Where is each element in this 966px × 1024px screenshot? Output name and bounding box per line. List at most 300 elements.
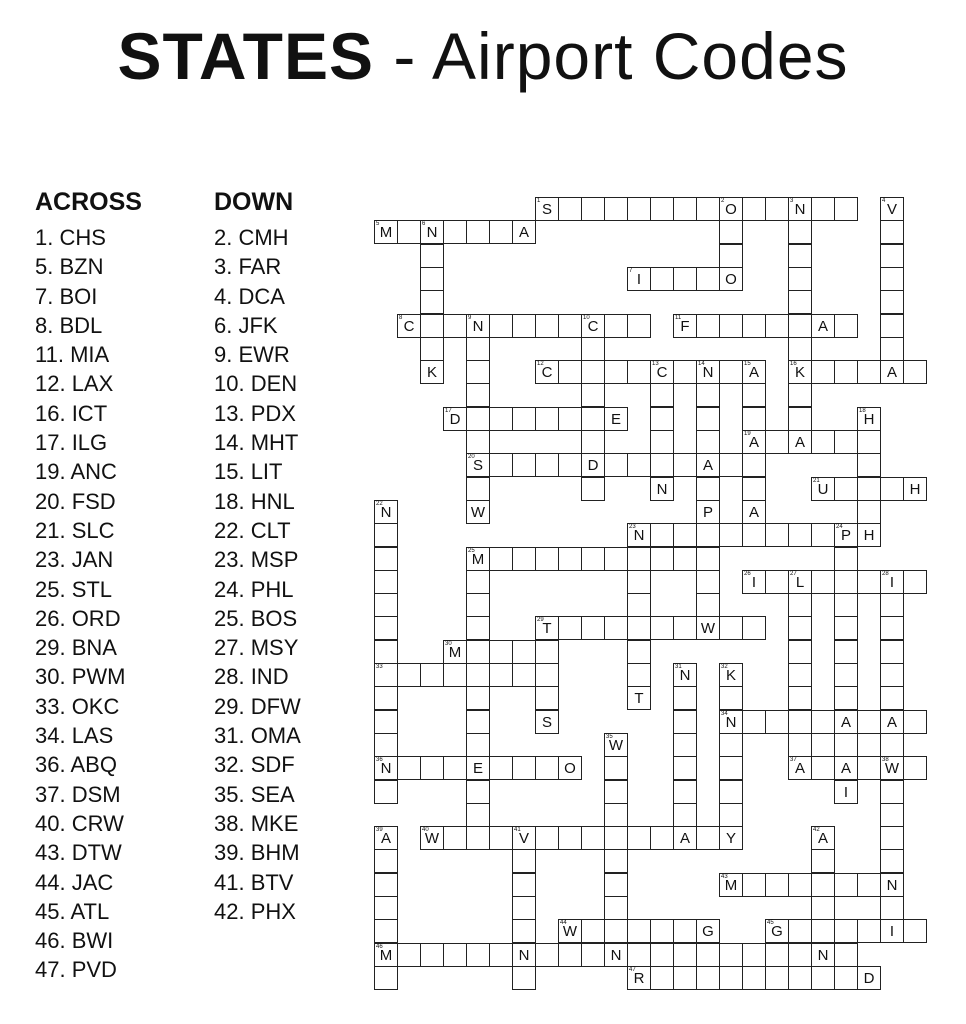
grid-cell[interactable] bbox=[788, 523, 812, 547]
grid-cell[interactable] bbox=[374, 826, 398, 850]
grid-cell[interactable] bbox=[834, 640, 858, 664]
grid-cell[interactable] bbox=[742, 943, 766, 967]
grid-cell[interactable] bbox=[420, 267, 444, 291]
grid-cell[interactable] bbox=[673, 710, 697, 734]
grid-cell[interactable] bbox=[512, 407, 536, 431]
grid-cell[interactable] bbox=[650, 477, 674, 501]
grid-cell[interactable] bbox=[535, 686, 559, 710]
grid-cell[interactable] bbox=[811, 873, 835, 897]
grid-cell[interactable] bbox=[765, 570, 789, 594]
grid-cell[interactable] bbox=[650, 919, 674, 943]
grid-cell[interactable] bbox=[696, 197, 720, 221]
grid-cell[interactable] bbox=[604, 896, 628, 920]
grid-cell[interactable] bbox=[420, 943, 444, 967]
grid-cell[interactable] bbox=[374, 593, 398, 617]
grid-cell[interactable] bbox=[604, 943, 628, 967]
grid-cell[interactable] bbox=[880, 686, 904, 710]
grid-cell[interactable] bbox=[374, 780, 398, 804]
grid-cell[interactable] bbox=[788, 267, 812, 291]
grid-cell[interactable] bbox=[650, 943, 674, 967]
grid-cell[interactable] bbox=[811, 849, 835, 873]
grid-cell[interactable] bbox=[857, 453, 881, 477]
grid-cell[interactable] bbox=[650, 407, 674, 431]
grid-cell[interactable] bbox=[374, 570, 398, 594]
grid-cell[interactable] bbox=[788, 570, 812, 594]
grid-cell[interactable] bbox=[857, 919, 881, 943]
grid-cell[interactable] bbox=[604, 453, 628, 477]
grid-cell[interactable] bbox=[857, 570, 881, 594]
grid-cell[interactable] bbox=[535, 663, 559, 687]
grid-cell[interactable] bbox=[719, 523, 743, 547]
grid-cell[interactable] bbox=[420, 290, 444, 314]
grid-cell[interactable] bbox=[627, 966, 651, 990]
grid-cell[interactable] bbox=[834, 710, 858, 734]
grid-cell[interactable] bbox=[765, 966, 789, 990]
grid-cell[interactable] bbox=[880, 710, 904, 734]
grid-cell[interactable] bbox=[765, 943, 789, 967]
grid-cell[interactable] bbox=[581, 943, 605, 967]
grid-cell[interactable] bbox=[834, 197, 858, 221]
grid-cell[interactable] bbox=[903, 919, 927, 943]
grid-cell[interactable] bbox=[788, 663, 812, 687]
grid-cell[interactable] bbox=[719, 733, 743, 757]
grid-cell[interactable] bbox=[466, 756, 490, 780]
grid-cell[interactable] bbox=[466, 803, 490, 827]
grid-cell[interactable] bbox=[765, 710, 789, 734]
grid-cell[interactable] bbox=[788, 244, 812, 268]
grid-cell[interactable] bbox=[788, 943, 812, 967]
grid-cell[interactable] bbox=[834, 756, 858, 780]
grid-cell[interactable] bbox=[627, 197, 651, 221]
grid-cell[interactable] bbox=[673, 803, 697, 827]
grid-cell[interactable] bbox=[719, 267, 743, 291]
grid-cell[interactable] bbox=[466, 407, 490, 431]
grid-cell[interactable] bbox=[696, 616, 720, 640]
grid-cell[interactable] bbox=[512, 826, 536, 850]
grid-cell[interactable] bbox=[466, 826, 490, 850]
grid-cell[interactable] bbox=[581, 547, 605, 571]
grid-cell[interactable] bbox=[719, 756, 743, 780]
grid-cell[interactable] bbox=[512, 873, 536, 897]
grid-cell[interactable] bbox=[627, 943, 651, 967]
grid-cell[interactable] bbox=[811, 570, 835, 594]
grid-cell[interactable] bbox=[673, 686, 697, 710]
grid-cell[interactable] bbox=[420, 663, 444, 687]
grid-cell[interactable] bbox=[374, 500, 398, 524]
grid-cell[interactable] bbox=[558, 919, 582, 943]
grid-cell[interactable] bbox=[742, 383, 766, 407]
grid-cell[interactable] bbox=[880, 197, 904, 221]
grid-cell[interactable] bbox=[857, 407, 881, 431]
grid-cell[interactable] bbox=[880, 337, 904, 361]
grid-cell[interactable] bbox=[880, 640, 904, 664]
grid-cell[interactable] bbox=[696, 500, 720, 524]
grid-cell[interactable] bbox=[489, 826, 513, 850]
grid-cell[interactable] bbox=[788, 640, 812, 664]
grid-cell[interactable] bbox=[420, 826, 444, 850]
grid-cell[interactable] bbox=[627, 593, 651, 617]
grid-cell[interactable] bbox=[650, 197, 674, 221]
grid-cell[interactable] bbox=[558, 943, 582, 967]
grid-cell[interactable] bbox=[880, 593, 904, 617]
grid-cell[interactable] bbox=[604, 733, 628, 757]
grid-cell[interactable] bbox=[719, 314, 743, 338]
grid-cell[interactable] bbox=[742, 570, 766, 594]
grid-cell[interactable] bbox=[834, 616, 858, 640]
grid-cell[interactable] bbox=[696, 523, 720, 547]
grid-cell[interactable] bbox=[581, 314, 605, 338]
grid-cell[interactable] bbox=[880, 849, 904, 873]
grid-cell[interactable] bbox=[466, 780, 490, 804]
grid-cell[interactable] bbox=[857, 500, 881, 524]
grid-cell[interactable] bbox=[834, 360, 858, 384]
grid-cell[interactable] bbox=[673, 616, 697, 640]
grid-cell[interactable] bbox=[788, 314, 812, 338]
grid-cell[interactable] bbox=[719, 943, 743, 967]
grid-cell[interactable] bbox=[903, 756, 927, 780]
grid-cell[interactable] bbox=[581, 197, 605, 221]
grid-cell[interactable] bbox=[581, 477, 605, 501]
grid-cell[interactable] bbox=[512, 547, 536, 571]
grid-cell[interactable] bbox=[466, 547, 490, 571]
grid-cell[interactable] bbox=[466, 616, 490, 640]
grid-cell[interactable] bbox=[489, 314, 513, 338]
grid-cell[interactable] bbox=[811, 523, 835, 547]
grid-cell[interactable] bbox=[788, 873, 812, 897]
grid-cell[interactable] bbox=[880, 290, 904, 314]
grid-cell[interactable] bbox=[535, 547, 559, 571]
grid-cell[interactable] bbox=[673, 780, 697, 804]
grid-cell[interactable] bbox=[696, 477, 720, 501]
grid-cell[interactable] bbox=[788, 593, 812, 617]
grid-cell[interactable] bbox=[650, 547, 674, 571]
grid-cell[interactable] bbox=[696, 360, 720, 384]
grid-cell[interactable] bbox=[558, 360, 582, 384]
grid-cell[interactable] bbox=[834, 873, 858, 897]
grid-cell[interactable] bbox=[719, 826, 743, 850]
grid-cell[interactable] bbox=[788, 733, 812, 757]
grid-cell[interactable] bbox=[719, 663, 743, 687]
grid-cell[interactable] bbox=[880, 477, 904, 501]
grid-cell[interactable] bbox=[742, 407, 766, 431]
grid-cell[interactable] bbox=[512, 663, 536, 687]
grid-cell[interactable] bbox=[857, 710, 881, 734]
grid-cell[interactable] bbox=[696, 593, 720, 617]
grid-cell[interactable] bbox=[374, 616, 398, 640]
grid-cell[interactable] bbox=[834, 430, 858, 454]
grid-cell[interactable] bbox=[466, 337, 490, 361]
grid-cell[interactable] bbox=[374, 919, 398, 943]
grid-cell[interactable] bbox=[788, 616, 812, 640]
grid-cell[interactable] bbox=[443, 663, 467, 687]
grid-cell[interactable] bbox=[489, 220, 513, 244]
grid-cell[interactable] bbox=[420, 220, 444, 244]
grid-cell[interactable] bbox=[742, 197, 766, 221]
grid-cell[interactable] bbox=[719, 780, 743, 804]
grid-cell[interactable] bbox=[857, 430, 881, 454]
grid-cell[interactable] bbox=[673, 547, 697, 571]
grid-cell[interactable] bbox=[834, 570, 858, 594]
grid-cell[interactable] bbox=[374, 733, 398, 757]
grid-cell[interactable] bbox=[650, 966, 674, 990]
grid-cell[interactable] bbox=[834, 686, 858, 710]
grid-cell[interactable] bbox=[627, 826, 651, 850]
grid-cell[interactable] bbox=[374, 896, 398, 920]
grid-cell[interactable] bbox=[765, 919, 789, 943]
grid-cell[interactable] bbox=[880, 873, 904, 897]
grid-cell[interactable] bbox=[719, 686, 743, 710]
grid-cell[interactable] bbox=[811, 966, 835, 990]
grid-cell[interactable] bbox=[834, 943, 858, 967]
grid-cell[interactable] bbox=[650, 523, 674, 547]
grid-cell[interactable] bbox=[535, 756, 559, 780]
grid-cell[interactable] bbox=[673, 314, 697, 338]
grid-cell[interactable] bbox=[788, 220, 812, 244]
grid-cell[interactable] bbox=[535, 640, 559, 664]
grid-cell[interactable] bbox=[466, 360, 490, 384]
grid-cell[interactable] bbox=[535, 943, 559, 967]
grid-cell[interactable] bbox=[742, 430, 766, 454]
grid-cell[interactable] bbox=[788, 430, 812, 454]
grid-cell[interactable] bbox=[834, 547, 858, 571]
grid-cell[interactable] bbox=[627, 453, 651, 477]
grid-cell[interactable] bbox=[903, 477, 927, 501]
grid-cell[interactable] bbox=[489, 407, 513, 431]
grid-cell[interactable] bbox=[673, 197, 697, 221]
grid-cell[interactable] bbox=[512, 453, 536, 477]
grid-cell[interactable] bbox=[466, 686, 490, 710]
grid-cell[interactable] bbox=[880, 896, 904, 920]
grid-cell[interactable] bbox=[512, 966, 536, 990]
grid-cell[interactable] bbox=[742, 477, 766, 501]
grid-cell[interactable] bbox=[788, 360, 812, 384]
grid-cell[interactable] bbox=[650, 616, 674, 640]
grid-cell[interactable] bbox=[673, 267, 697, 291]
grid-cell[interactable] bbox=[466, 570, 490, 594]
grid-cell[interactable] bbox=[650, 383, 674, 407]
grid-cell[interactable] bbox=[696, 943, 720, 967]
grid-cell[interactable] bbox=[811, 919, 835, 943]
grid-cell[interactable] bbox=[397, 663, 421, 687]
grid-cell[interactable] bbox=[374, 710, 398, 734]
grid-cell[interactable] bbox=[443, 826, 467, 850]
grid-cell[interactable] bbox=[374, 523, 398, 547]
grid-cell[interactable] bbox=[834, 523, 858, 547]
grid-cell[interactable] bbox=[696, 453, 720, 477]
grid-cell[interactable] bbox=[581, 407, 605, 431]
grid-cell[interactable] bbox=[834, 593, 858, 617]
grid-cell[interactable] bbox=[673, 919, 697, 943]
grid-cell[interactable] bbox=[880, 267, 904, 291]
grid-cell[interactable] bbox=[627, 314, 651, 338]
grid-cell[interactable] bbox=[880, 756, 904, 780]
grid-cell[interactable] bbox=[604, 616, 628, 640]
grid-cell[interactable] bbox=[512, 756, 536, 780]
grid-cell[interactable] bbox=[719, 360, 743, 384]
grid-cell[interactable] bbox=[581, 430, 605, 454]
grid-cell[interactable] bbox=[696, 919, 720, 943]
grid-cell[interactable] bbox=[650, 360, 674, 384]
grid-cell[interactable] bbox=[558, 197, 582, 221]
grid-cell[interactable] bbox=[834, 314, 858, 338]
grid-cell[interactable] bbox=[719, 244, 743, 268]
grid-cell[interactable] bbox=[420, 337, 444, 361]
grid-cell[interactable] bbox=[627, 360, 651, 384]
grid-cell[interactable] bbox=[535, 360, 559, 384]
grid-cell[interactable] bbox=[466, 593, 490, 617]
grid-cell[interactable] bbox=[788, 686, 812, 710]
grid-cell[interactable] bbox=[696, 430, 720, 454]
grid-cell[interactable] bbox=[811, 756, 835, 780]
grid-cell[interactable] bbox=[788, 337, 812, 361]
grid-cell[interactable] bbox=[466, 383, 490, 407]
grid-cell[interactable] bbox=[834, 919, 858, 943]
grid-cell[interactable] bbox=[811, 197, 835, 221]
grid-cell[interactable] bbox=[857, 523, 881, 547]
grid-cell[interactable] bbox=[880, 663, 904, 687]
grid-cell[interactable] bbox=[719, 220, 743, 244]
grid-cell[interactable] bbox=[880, 616, 904, 640]
grid-cell[interactable] bbox=[811, 710, 835, 734]
grid-cell[interactable] bbox=[857, 756, 881, 780]
grid-cell[interactable] bbox=[650, 826, 674, 850]
grid-cell[interactable] bbox=[673, 943, 697, 967]
grid-cell[interactable] bbox=[765, 430, 789, 454]
grid-cell[interactable] bbox=[489, 663, 513, 687]
grid-cell[interactable] bbox=[788, 919, 812, 943]
grid-cell[interactable] bbox=[880, 733, 904, 757]
grid-cell[interactable] bbox=[834, 477, 858, 501]
grid-cell[interactable] bbox=[696, 314, 720, 338]
grid-cell[interactable] bbox=[558, 407, 582, 431]
grid-cell[interactable] bbox=[443, 943, 467, 967]
grid-cell[interactable] bbox=[443, 640, 467, 664]
grid-cell[interactable] bbox=[834, 663, 858, 687]
grid-cell[interactable] bbox=[397, 943, 421, 967]
grid-cell[interactable] bbox=[719, 453, 743, 477]
grid-cell[interactable] bbox=[880, 244, 904, 268]
grid-cell[interactable] bbox=[719, 710, 743, 734]
grid-cell[interactable] bbox=[489, 453, 513, 477]
grid-cell[interactable] bbox=[374, 966, 398, 990]
grid-cell[interactable] bbox=[604, 314, 628, 338]
grid-cell[interactable] bbox=[489, 756, 513, 780]
grid-cell[interactable] bbox=[857, 873, 881, 897]
grid-cell[interactable] bbox=[696, 826, 720, 850]
grid-cell[interactable] bbox=[512, 849, 536, 873]
grid-cell[interactable] bbox=[811, 360, 835, 384]
grid-cell[interactable] bbox=[443, 756, 467, 780]
grid-cell[interactable] bbox=[535, 710, 559, 734]
grid-cell[interactable] bbox=[397, 756, 421, 780]
grid-cell[interactable] bbox=[696, 966, 720, 990]
grid-cell[interactable] bbox=[673, 523, 697, 547]
grid-cell[interactable] bbox=[512, 896, 536, 920]
grid-cell[interactable] bbox=[811, 477, 835, 501]
grid-cell[interactable] bbox=[811, 314, 835, 338]
grid-cell[interactable] bbox=[742, 453, 766, 477]
grid-cell[interactable] bbox=[765, 873, 789, 897]
grid-cell[interactable] bbox=[834, 780, 858, 804]
grid-cell[interactable] bbox=[420, 314, 444, 338]
grid-cell[interactable] bbox=[903, 570, 927, 594]
grid-cell[interactable] bbox=[397, 220, 421, 244]
grid-cell[interactable] bbox=[466, 640, 490, 664]
grid-cell[interactable] bbox=[581, 360, 605, 384]
grid-cell[interactable] bbox=[719, 803, 743, 827]
grid-cell[interactable] bbox=[420, 756, 444, 780]
grid-cell[interactable] bbox=[834, 966, 858, 990]
grid-cell[interactable] bbox=[604, 849, 628, 873]
grid-cell[interactable] bbox=[788, 966, 812, 990]
grid-cell[interactable] bbox=[466, 430, 490, 454]
grid-cell[interactable] bbox=[374, 686, 398, 710]
grid-cell[interactable] bbox=[489, 943, 513, 967]
grid-cell[interactable] bbox=[604, 756, 628, 780]
grid-cell[interactable] bbox=[834, 733, 858, 757]
grid-cell[interactable] bbox=[719, 616, 743, 640]
grid-cell[interactable] bbox=[627, 640, 651, 664]
grid-cell[interactable] bbox=[788, 710, 812, 734]
grid-cell[interactable] bbox=[581, 383, 605, 407]
grid-cell[interactable] bbox=[742, 966, 766, 990]
grid-cell[interactable] bbox=[857, 360, 881, 384]
grid-cell[interactable] bbox=[466, 710, 490, 734]
grid-cell[interactable] bbox=[696, 267, 720, 291]
grid-cell[interactable] bbox=[535, 197, 559, 221]
grid-cell[interactable] bbox=[742, 500, 766, 524]
grid-cell[interactable] bbox=[466, 500, 490, 524]
grid-cell[interactable] bbox=[604, 407, 628, 431]
grid-cell[interactable] bbox=[581, 826, 605, 850]
grid-cell[interactable] bbox=[374, 873, 398, 897]
grid-cell[interactable] bbox=[443, 314, 467, 338]
grid-cell[interactable] bbox=[535, 453, 559, 477]
grid-cell[interactable] bbox=[742, 616, 766, 640]
grid-cell[interactable] bbox=[535, 314, 559, 338]
grid-cell[interactable] bbox=[673, 663, 697, 687]
grid-cell[interactable] bbox=[880, 780, 904, 804]
grid-cell[interactable] bbox=[627, 267, 651, 291]
grid-cell[interactable] bbox=[742, 314, 766, 338]
grid-cell[interactable] bbox=[535, 826, 559, 850]
grid-cell[interactable] bbox=[673, 826, 697, 850]
grid-cell[interactable] bbox=[489, 640, 513, 664]
grid-cell[interactable] bbox=[466, 733, 490, 757]
grid-cell[interactable] bbox=[466, 943, 490, 967]
grid-cell[interactable] bbox=[765, 523, 789, 547]
grid-cell[interactable] bbox=[604, 919, 628, 943]
grid-cell[interactable] bbox=[696, 547, 720, 571]
grid-cell[interactable] bbox=[673, 966, 697, 990]
grid-cell[interactable] bbox=[512, 314, 536, 338]
grid-cell[interactable] bbox=[857, 477, 881, 501]
grid-cell[interactable] bbox=[742, 873, 766, 897]
grid-cell[interactable] bbox=[535, 407, 559, 431]
grid-cell[interactable] bbox=[604, 780, 628, 804]
grid-cell[interactable] bbox=[742, 523, 766, 547]
grid-cell[interactable] bbox=[558, 314, 582, 338]
grid-cell[interactable] bbox=[374, 943, 398, 967]
grid-cell[interactable] bbox=[880, 360, 904, 384]
grid-cell[interactable] bbox=[512, 919, 536, 943]
grid-cell[interactable] bbox=[811, 430, 835, 454]
grid-cell[interactable] bbox=[466, 453, 490, 477]
grid-cell[interactable] bbox=[466, 477, 490, 501]
grid-cell[interactable] bbox=[903, 710, 927, 734]
grid-cell[interactable] bbox=[627, 547, 651, 571]
grid-cell[interactable] bbox=[374, 663, 398, 687]
